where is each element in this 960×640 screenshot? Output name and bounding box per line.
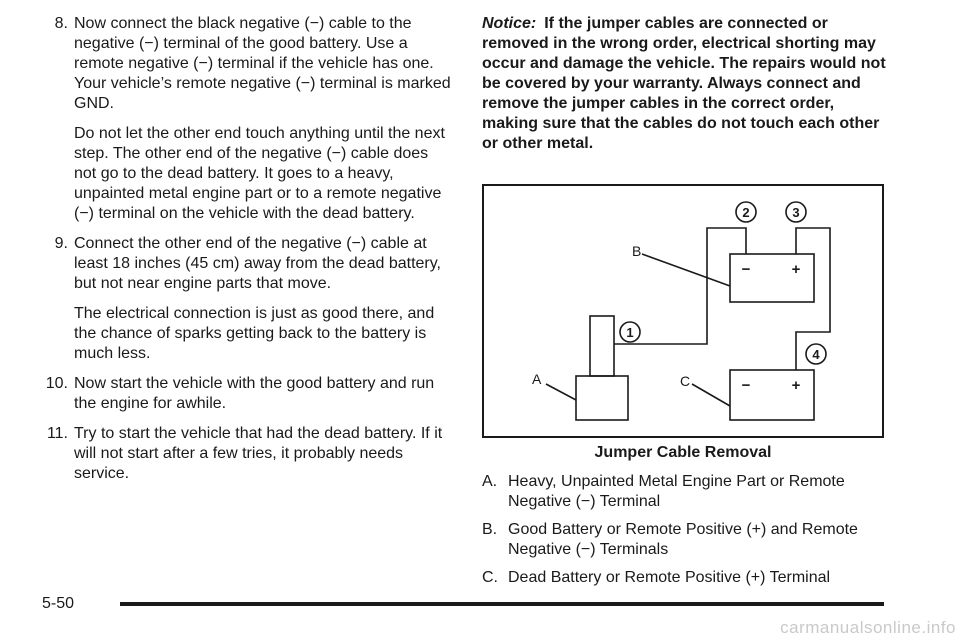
step-paragraph: Connect the other end of the negative (−) cable at least 18 inches (45 cm) away from the dead battery, but not near engine parts that move.	[74, 235, 441, 292]
step-11	[40, 424, 452, 484]
page-number: 5-50	[42, 595, 75, 612]
callout-number: 4	[812, 347, 820, 362]
engine-post	[590, 316, 614, 376]
callout-number: 1	[626, 325, 634, 340]
callout-1	[620, 322, 640, 342]
step-number: 9.	[54, 235, 68, 252]
step-paragraph: Now connect the black negative (−) cable to the negative (−) terminal of the good battery. Use a remote negative (−) terminal if the vehicle has one. Your vehicle’s remote negative (−) terminal is marked GND.	[74, 15, 451, 112]
step-number: 8.	[54, 15, 68, 32]
label-b: B	[632, 243, 642, 259]
legend-item-b	[482, 520, 888, 560]
step-body	[74, 234, 452, 364]
legend-key: C.	[482, 569, 498, 586]
jumper-cable-diagram	[482, 184, 884, 438]
notice-label: Notice:	[482, 15, 537, 32]
leader-a	[546, 384, 576, 400]
figure-legend	[482, 472, 888, 596]
step-body	[74, 374, 452, 414]
dead-battery-negative-terminal: −	[741, 377, 751, 394]
watermark: carmanualsonline.info	[780, 618, 956, 637]
step-body	[74, 424, 452, 484]
figure-caption: Jumper Cable Removal	[594, 444, 772, 461]
legend-key: B.	[482, 521, 498, 538]
step-9	[40, 234, 452, 364]
notice-text: If the jumper cables are connected or removed in the wrong order, electrical shorting may occur and damage the vehicle. The repairs would not be covered by your warranty. Always connect and remove the jumper cables in the correct order, making sure that the cables do not touch each other or other metal.	[482, 15, 886, 152]
callout-3	[786, 202, 806, 222]
legend-item-a	[482, 472, 888, 512]
label-c: C	[680, 373, 691, 389]
diagram-svg	[484, 186, 882, 436]
legend-text: Good Battery or Remote Positive (+) and Remote Negative (−) Terminals	[508, 521, 858, 558]
callout-number: 3	[792, 205, 800, 220]
step-paragraph: Now start the vehicle with the good battery and run the engine for awhile.	[74, 375, 435, 412]
instruction-column	[40, 14, 452, 494]
legend-key: A.	[482, 473, 498, 490]
legend-text: Dead Battery or Remote Positive (+) Terminal	[508, 569, 831, 586]
step-8	[40, 14, 452, 224]
leader-b	[642, 254, 730, 286]
engine-part	[576, 376, 628, 420]
step-paragraph: Try to start the vehicle that had the dead battery. If it will not start after a few tries, it probably needs service.	[74, 425, 443, 482]
step-number: 10.	[45, 375, 68, 392]
dead-battery-positive-terminal: +	[791, 377, 801, 394]
good-battery-negative-terminal: −	[741, 261, 751, 278]
legend-text: Heavy, Unpainted Metal Engine Part or Remote Negative (−) Terminal	[508, 473, 845, 510]
step-number: 11.	[46, 425, 68, 442]
leader-c	[692, 384, 730, 406]
callout-4	[806, 344, 826, 364]
step-paragraph: The electrical connection is just as good there, and the chance of sparks getting back to the battery is much less.	[74, 305, 435, 362]
step-10	[40, 374, 452, 414]
step-paragraph: Do not let the other end touch anything until the next step. The other end of the negative (−) cable does not go to the dead battery. It goes to a heavy, unpainted metal engine part or to a remote negative (−) terminal on the vehicle with the dead battery.	[74, 125, 445, 222]
legend-item-c	[482, 568, 888, 588]
callout-number: 2	[742, 205, 750, 220]
footer-rule	[120, 602, 884, 606]
callout-2	[736, 202, 756, 222]
good-battery-positive-terminal: +	[791, 261, 801, 278]
notice-paragraph	[482, 14, 888, 154]
label-a: A	[532, 371, 542, 387]
notice-column	[482, 14, 888, 154]
step-body	[74, 14, 452, 224]
